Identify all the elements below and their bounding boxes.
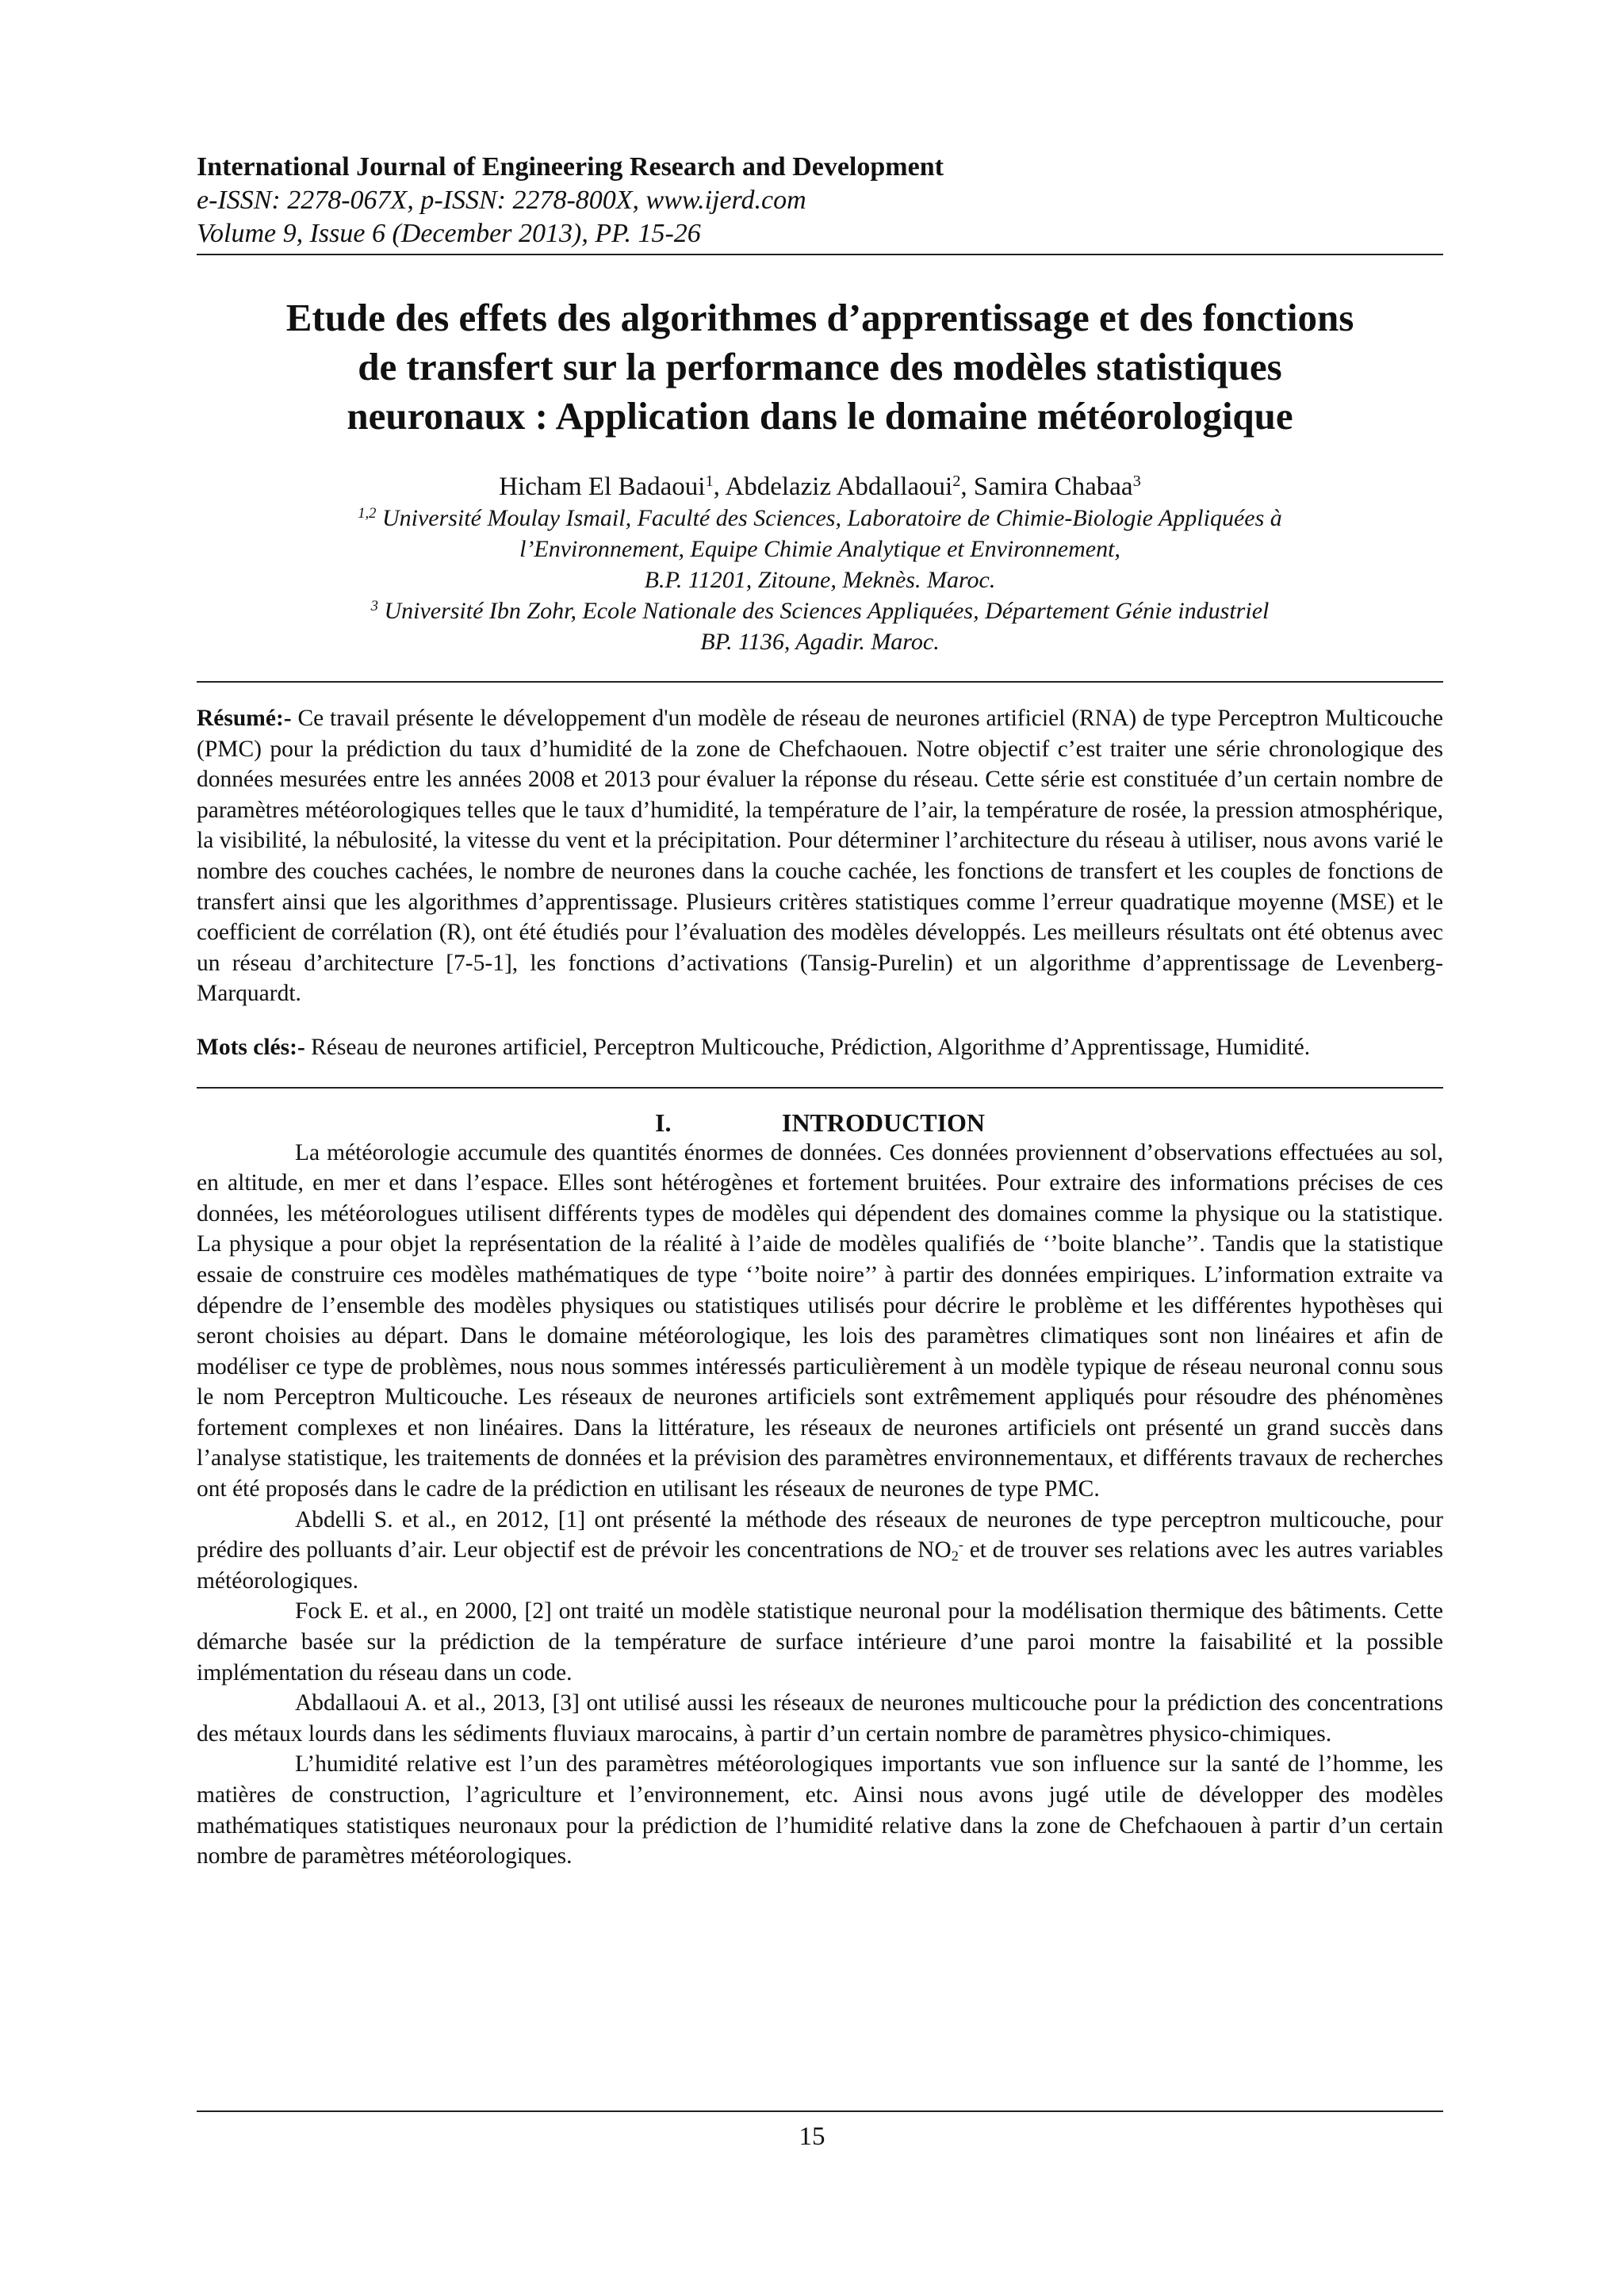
keywords-rule <box>197 1087 1443 1089</box>
affiliation-line: B.P. 11201, Zitoune, Meknès. Maroc. <box>644 567 996 593</box>
affiliation-superscript: 3 <box>370 597 378 614</box>
abstract-label: Résumé:- <box>197 706 292 731</box>
superscript: - <box>958 1536 963 1553</box>
affiliation-text: Université Moulay Ismail, Faculté des Sciences, Laboratoire de Chimie-Biologie Appliquées à <box>381 505 1282 531</box>
affiliation-line <box>197 503 1443 534</box>
affiliation-line <box>197 595 1443 626</box>
author-superscript: 3 <box>1132 472 1141 490</box>
page <box>197 151 1443 1872</box>
author-superscript: 1 <box>705 472 714 490</box>
page-number: 15 <box>799 2122 825 2151</box>
paragraph: Abdallaoui A. et al., 2013, [3] ont utilisé aussi les réseaux de neurones multicouche pour la prédiction des concentrations des métaux lourds dans les sédiments fluviaux marocains, à partir d’un certain nombre de paramètres physico-chimiques. <box>197 1690 1443 1747</box>
section-number: I. <box>654 1108 672 1137</box>
title-line: Etude des effets des algorithmes d’apprentissage et des fonctions <box>285 296 1354 339</box>
paragraph: L’humidité relative est l’un des paramètres météorologiques importants vue son influence sur la santé de l’homme, les matières de construction, l’agriculture et l’environnement, etc. Ainsi nous avons jugé utile de développer des modèles mathématiques statistiques neuronaux pour la prédiction de l’humidité relative dans la zone de Chefchaouen à partir d’un certain nombre de paramètres météorologiques. <box>197 1751 1443 1869</box>
paragraph-text: et de trouver ses relations avec les autres variables météorologiques. <box>197 1537 1443 1594</box>
issn-line: e-ISSN: 2278-067X, p-ISSN: 2278-800X, www.ijerd.com <box>197 186 806 215</box>
volume-line: Volume 9, Issue 6 (December 2013), PP. 15-26 <box>197 219 701 248</box>
abstract-text: Ce travail présente le développement d'un modèle de réseau de neurones artificiel (RNA) de type Perceptron Multicouche (PMC) pour la prédiction du taux d’humidité de la zone de Chefchaouen. Notre objectif c’est traiter une série chronologique des données mesurées entre les années 2008 et 2013 pour évaluer la réponse du réseau. Cette série est constituée d’un certain nombre de paramètres météorologiques telles que le taux d’humidité, la température de l’air, la température de rosée, la pression atmosphérique, la visibilité, la nébulosité, la vitesse du vent et la précipitation. Pour déterminer l’architecture du réseau à utiliser, nous avons varié le nombre des couches cachées, le nombre de neurones dans la couche cachée, les fonctions de transfert et les couples de fonctions de transfert ainsi que les algorithmes d’apprentissage. Plusieurs critères statistiques comme l’erreur quadratique moyenne (MSE) et le coefficient de corrélation (R), ont été étudiés pour l’évaluation des modèles développés. Les meilleurs résultats ont été obtenus avec un réseau d’architecture [7-5-1], les fonctions d’activations (Tansig-Purelin) et un algorithme d’apprentissage de Levenberg-Marquardt. <box>197 706 1443 1007</box>
header-rule <box>197 254 1443 255</box>
affiliation-line: l’Environnement, Equipe Chimie Analytique et Environnement, <box>519 536 1120 562</box>
author-list: Hicham El Badaoui$^1$, Abdelaziz Abdallaoui$^2$, Samira Chabaa$^3$ <box>499 472 1141 501</box>
paragraph <box>197 1505 1443 1597</box>
author-superscript: 2 <box>952 472 961 490</box>
abstract-top-rule <box>197 681 1443 683</box>
title-line: de transfert sur la performance des modèles statistiques <box>358 345 1282 388</box>
section-title: INTRODUCTION <box>781 1108 986 1137</box>
journal-name: International Journal of Engineering Research and Development <box>197 152 944 182</box>
keywords-text: Réseau de neurones artificiel, Perceptron Multicouche, Prédiction, Algorithme d’Apprentissage, Humidité. <box>311 1035 1311 1061</box>
abstract <box>197 703 1443 1009</box>
author-name: Abdelaziz Abdallaoui <box>725 473 953 501</box>
affiliation-text: Université Ibn Zohr, Ecole Nationale des Sciences Appliquées, Département Génie industriel <box>384 598 1270 624</box>
paragraph-text: Abdelli S. et al., en 2012, [1] ont présenté la méthode des réseaux de neurones de type perceptron multicouche, pour prédire des polluants d’air. Leur objectif est de prévoir les concentrations de NO <box>197 1506 1443 1563</box>
footer-rule <box>197 2110 1443 2112</box>
title-line: neuronaux : Application dans le domaine météorologique <box>347 394 1293 438</box>
affiliation-line: BP. 1136, Agadir. Maroc. <box>700 629 940 655</box>
keywords <box>197 1032 1443 1063</box>
author-name: Samira Chabaa <box>973 473 1133 501</box>
affiliation-superscript: 1,2 <box>358 504 377 522</box>
paper-title <box>197 293 1443 441</box>
keywords-label: Mots clés:- <box>197 1035 305 1061</box>
author-name: Hicham El Badaoui <box>499 473 706 501</box>
affiliations <box>197 503 1443 657</box>
subscript: 2 <box>951 1548 959 1564</box>
section-heading <box>197 1108 1443 1138</box>
journal-header <box>197 151 1443 251</box>
paragraph: Fock E. et al., en 2000, [2] ont traité un modèle statistique neuronal pour la modélisation thermique des bâtiments. Cette démarche basée sur la prédiction de la température de surface intérieure d’une paroi montre la faisabilité et la possible implémentation du réseau dans un code. <box>197 1598 1443 1686</box>
paragraph: La météorologie accumule des quantités énormes de données. Ces données proviennent d’observations effectuées au sol, en altitude, en mer et dans l’espace. Elles sont hétérogènes et fortement bruitées. Pour extraire des informations précises de ces données, les météorologues utilisent différents types de modèles qui dépendent des domaines comme la physique ou la statistique. La physique a pour objet la représentation de la réalité à l’aide de modèles qualifiés de ‘’boite blanche’’. Tandis que la statistique essaie de construire ces modèles mathématiques de type ‘’boite noire’’ à partir des données empiriques. L’information extraite va dépendre de l’ensemble des modèles physiques ou statistiques utilisés pour décrire le problème et les différentes hypothèses qui seront choisies au départ. Dans le domaine météorologique, les lois des paramètres climatiques sont non linéaires et afin de modéliser ce type de problèmes, nous nous sommes intéressés particulièrement à un modèle typique de réseau neuronal connu sous le nom Perceptron Multicouche. Les réseaux de neurones artificiels sont extrêmement appliqués pour résoudre des phénomènes fortement complexes et non linéaires. Dans la littérature, les réseaux de neurones artificiels ont présenté un grand succès dans l’analyse statistique, les traitements de données et la prévision des paramètres environnementaux, et différents travaux de recherches ont été proposés dans le cadre de la prédiction en utilisant les réseaux de neurones de type PMC. <box>197 1139 1443 1502</box>
